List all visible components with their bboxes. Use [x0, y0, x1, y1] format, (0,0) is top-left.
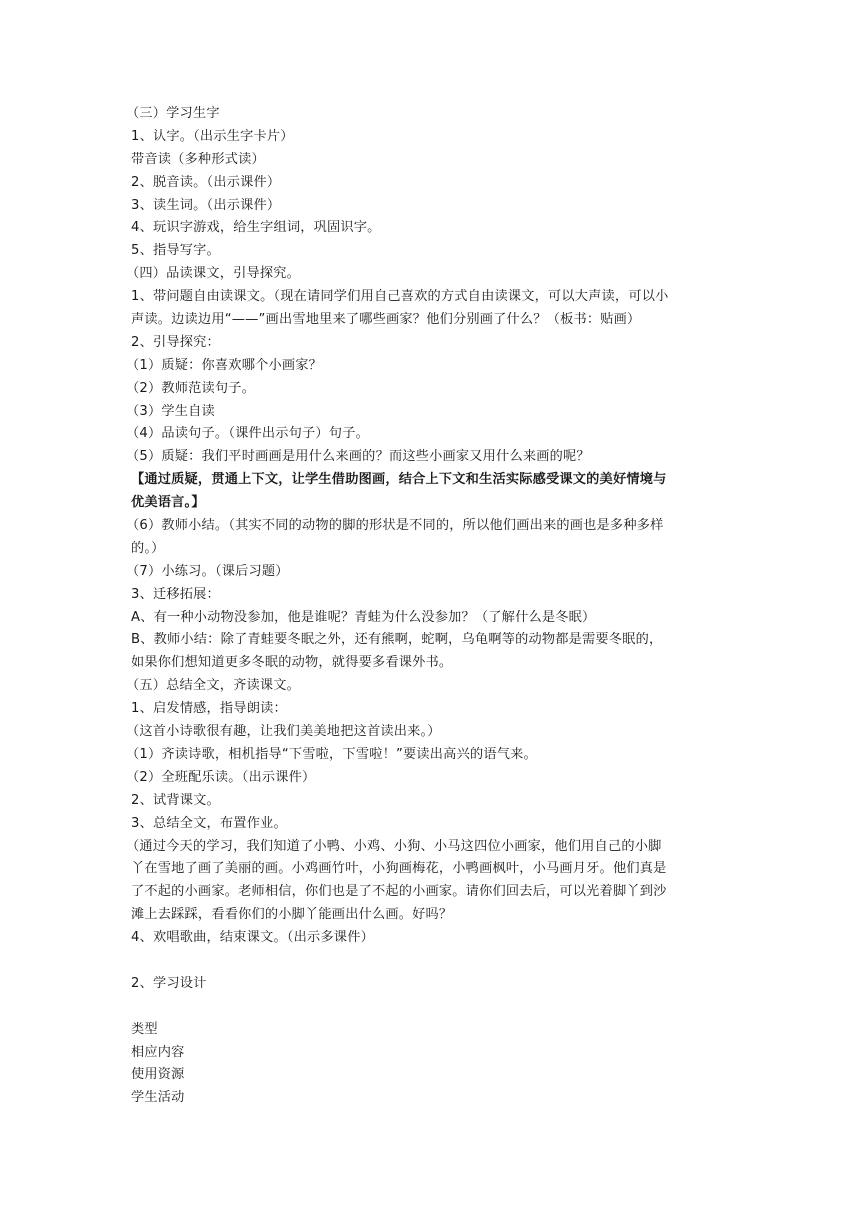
sub-step-item-line: 的。）: [131, 540, 165, 556]
step-item: 1、启发情感，指导朗读：: [131, 701, 287, 717]
step-item: 3、读生词。（出示课件）: [131, 197, 281, 213]
step-item: 4、玩识字游戏，给生字组词，巩固识字。: [131, 220, 381, 236]
sub-step-item: （2）全班配乐读。（出示课件）: [126, 769, 316, 785]
summary-paragraph-line: 丫在雪地了画了美丽的画。小鸡画竹叶，小狗画梅花，小鸭画枫叶，小马画月牙。他们真是: [131, 861, 667, 877]
step-note: （这首小诗歌很有趣，让我们美美地把这首读出来。）: [126, 724, 441, 740]
extension-item-line: 如果你们想知道更多冬眠的动物，就得要多看课外书。: [131, 655, 453, 671]
step-item: 2、试背课文。: [131, 792, 220, 808]
step-item: 2、脱音读。（出示课件）: [131, 174, 281, 190]
step-item: 3、迁移拓展：: [131, 586, 220, 602]
step-item: 3、总结全文，布置作业。: [131, 815, 287, 831]
step-item: 5、指导写字。: [131, 243, 220, 259]
step-item-line: 声读。边读边用“——”画出雪地里来了哪些画家？他们分别画了什么？（板书：贴画）: [131, 312, 641, 328]
step-item: 1、认字。（出示生字卡片）: [131, 128, 294, 144]
section-heading-4: （四）品读课文，引导探究。: [126, 266, 301, 282]
table-header-activity: 学生活动: [131, 1090, 185, 1106]
sub-step-item: （1）质疑：你喜欢哪个小画家？: [126, 357, 323, 373]
sub-step-item-line: （6）教师小结。（其实不同的动物的脚的形状是不同的，所以他们画出来的画也是多种多样: [126, 518, 664, 534]
extension-item: A、有一种小动物没参加，他是谁呢？青蛙为什么没参加？（了解什么是冬眠）: [131, 609, 596, 625]
sub-step-item: （4）品读句子。（课件出示句子）句子。: [126, 426, 369, 442]
table-header-content: 相应内容: [131, 1044, 185, 1060]
sub-step-item: （1）齐读诗歌，相机指导“下雪啦，下雪啦！”要读出高兴的语气来。: [126, 746, 537, 762]
extension-item-line: B、教师小结：除了青蛙要冬眠之外，还有熊啊，蛇啊，乌龟啊等的动物都是需要冬眠的，: [131, 632, 663, 648]
table-header-type: 类型: [131, 1021, 158, 1037]
step-item: 4、欢唱歌曲，结束课文。（出示多课件）: [131, 930, 374, 946]
document-body: [126, 103, 731, 1110]
step-note: 带音读（多种形式读）: [131, 151, 265, 167]
step-item: 2、引导探究：: [131, 334, 220, 350]
section-heading-3: （三）学习生字: [126, 106, 220, 121]
sub-step-item: （3）学生自读: [126, 403, 215, 419]
teaching-note-line: 【通过质疑，贯通上下文，让学生借助图画，结合上下文和生活实际感受课文的美好情境与: [131, 472, 667, 488]
teaching-note-line: 优美语言。】: [131, 495, 205, 511]
sub-step-item: （2）教师范读句子。: [126, 380, 256, 396]
blank-line: [131, 996, 731, 1019]
summary-paragraph-line: 了不起的小画家。老师相信，你们也是了不起的小画家。请你们回去后，可以光着脚丫到沙: [131, 884, 667, 900]
blank-line: [131, 950, 731, 973]
summary-paragraph-line: 滩上去踩踩，看看你们的小脚丫能画出什么画。好吗？: [131, 907, 453, 923]
section-heading-design: 2、学习设计: [131, 975, 207, 991]
table-header-resources: 使用资源: [131, 1067, 185, 1083]
sub-step-item: （5）质疑：我们平时画画是用什么来画的？而这些小画家又用什么来画的呢？: [126, 449, 590, 465]
step-item-line: 1、带问题自由读课文。（现在请同学们用自己喜欢的方式自由读课文，可以大声读，可以小: [131, 289, 669, 305]
summary-paragraph-line: （通过今天的学习，我们知道了小鸭、小鸡、小狗、小马这四位小画家，他们用自己的小脚: [126, 838, 662, 854]
section-heading-5: （五）总结全文，齐读课文。: [126, 678, 301, 694]
sub-step-item: （7）小练习。（课后习题）: [126, 563, 289, 579]
